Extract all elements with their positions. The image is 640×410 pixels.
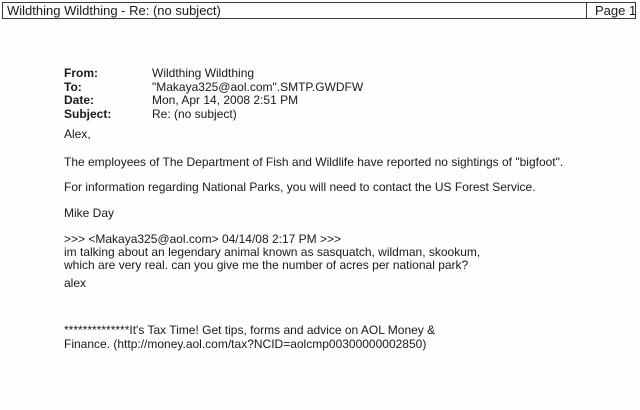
- email-title: Wildthing Wildthing - Re: (no subject): [7, 3, 221, 18]
- to-row: [64, 81, 363, 95]
- quote-header: >>> <Makaya325@aol.com> 04/14/08 2:17 PM >>>: [64, 232, 342, 246]
- date-row: [64, 94, 363, 108]
- signature: Mike Day: [64, 206, 115, 220]
- from-value: Wildthing Wildthing: [152, 66, 255, 80]
- greeting: Alex,: [64, 127, 91, 141]
- from-row: [64, 67, 363, 81]
- quote-signoff: alex: [64, 276, 87, 290]
- print-header-bar: [2, 2, 636, 19]
- date-label: Date:: [64, 93, 95, 107]
- to-label: To:: [64, 79, 82, 94]
- quote-line-1: im talking about an legendary animal known as sasquatch, wildman, skookum,: [64, 245, 481, 259]
- from-label: From:: [64, 66, 98, 80]
- ad-line-2: Finance. (http://money.aol.com/tax?NCID=aolcmp00300000002850): [64, 337, 427, 351]
- subject-row: [64, 108, 363, 122]
- header-divider: [586, 3, 587, 18]
- date-value: Mon, Apr 14, 2008 2:51 PM: [152, 93, 299, 107]
- subject-label: Subject:: [64, 106, 112, 121]
- page-number: Page 1: [595, 3, 637, 18]
- body-paragraph-2: For information regarding National Parks, you will need to contact the US Forest Service.: [64, 180, 536, 194]
- email-metadata: [64, 67, 363, 121]
- quote-line-2: which are very real. can you give me the number of acres per national park?: [64, 258, 469, 272]
- to-value: "Makaya325@aol.com".SMTP.GWDFW: [152, 79, 364, 94]
- ad-line-1: **************It's Tax Time! Get tips, forms and advice on AOL Money &: [64, 323, 436, 337]
- body-paragraph-1: The employees of The Department of Fish and Wildlife have reported no sightings of "bigfoot".: [64, 155, 564, 169]
- subject-value: Re: (no subject): [152, 106, 237, 121]
